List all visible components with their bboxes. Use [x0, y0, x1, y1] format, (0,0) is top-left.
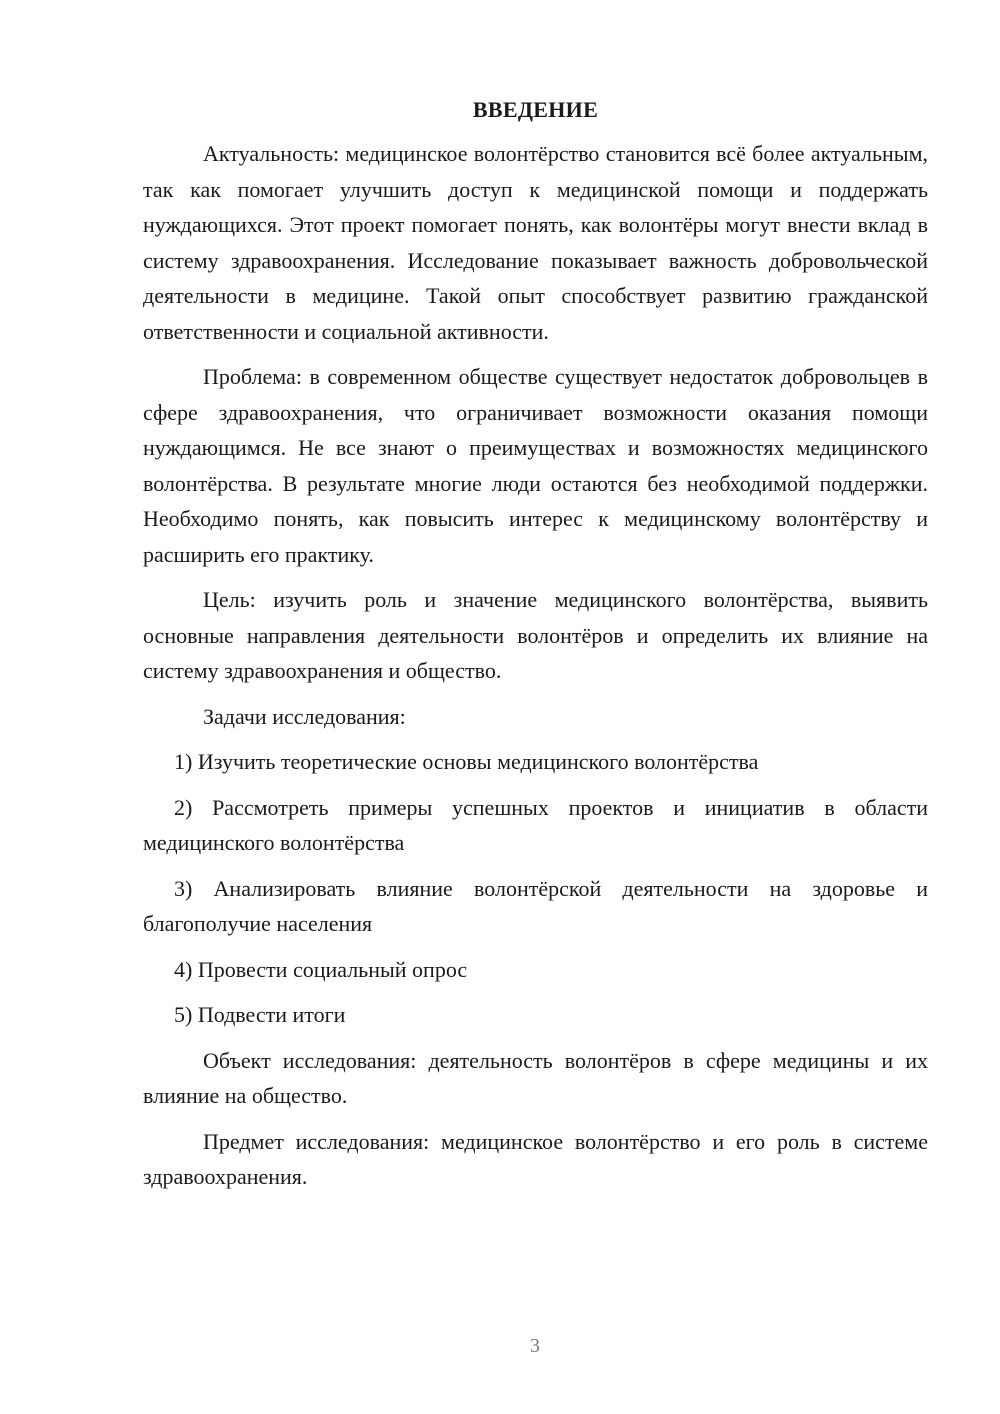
object-paragraph: Объект исследования: деятельность волонтёров в сфере медицины и их влияние на общество.: [143, 1047, 928, 1108]
task-item-2: 2) Рассмотреть примеры успешных проектов и инициатив в области медицинского волонтёрства: [143, 794, 928, 855]
goal-paragraph: Цель: изучить роль и значение медицинского волонтёрства, выявить основные направления деятельности волонтёров и определить их влияние на систему здравоохранения и общество.: [143, 587, 928, 683]
subject-paragraph: Предмет исследования: медицинское волонтёрство и его роль в системе здравоохранения.: [143, 1128, 928, 1189]
problem-paragraph: Проблема: в современном обществе существует недостаток добровольцев в сфере здравоохранения, что ограничивает возможности оказания помощи нуждающимся. Не все знают о преимуществах и возможностях медицинского волонтёрства. В результате многие люди остаются без необходимой поддержки. Необходимо понять, как повысить интерес к медицинскому волонтёрству и расширить его практику.: [143, 364, 928, 567]
document-page: [143, 92, 928, 1205]
page-title: ВВЕДЕНИЕ: [472, 97, 599, 122]
relevance-paragraph: Актуальность: медицинское волонтёрство становится всё более актуальным, так как помогает улучшить доступ к медицинской помощи и поддержать нуждающихся. Этот проект помогает понять, как волонтёры могут внести вклад в систему здравоохранения. Исследование показывает важность добровольческой деятельности в медицине. Такой опыт способствует развитию гражданской ответственности и социальной активности.: [143, 141, 928, 344]
tasks-heading: Задачи исследования:: [203, 703, 406, 729]
task-item-5: 5) Подвести итоги: [174, 1002, 346, 1027]
task-item-3: 3) Анализировать влияние волонтёрской деятельности на здоровье и благополучие населения: [143, 875, 928, 936]
task-item-1: 1) Изучить теоретические основы медицинского волонтёрства: [174, 749, 759, 774]
page-number: 3: [530, 1335, 540, 1357]
task-item-4: 4) Провести социальный опрос: [174, 956, 468, 982]
